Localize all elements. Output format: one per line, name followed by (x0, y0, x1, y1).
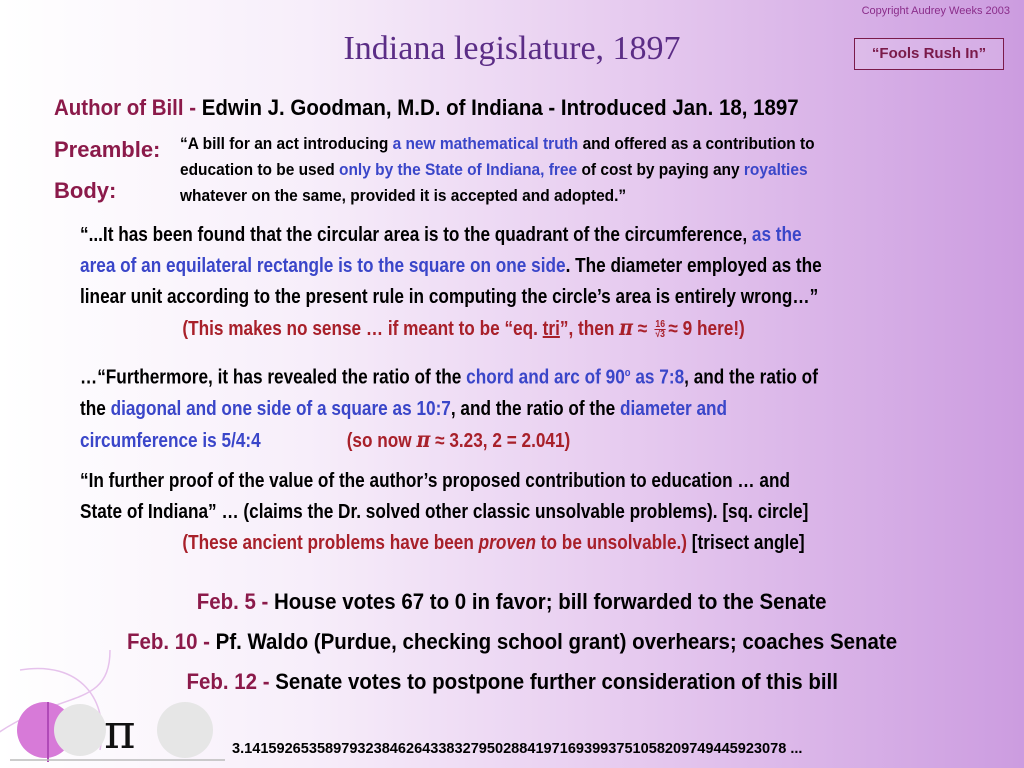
text: State of Indiana” … (claims the Dr. solved other classic unsolvable problems). [sq. circle] (80, 501, 809, 523)
highlight: a new mathematical truth (392, 134, 579, 153)
text: “...It has been found that the circular area is to the quadrant of the circumference, (80, 224, 752, 246)
text: . The diameter employed as the (565, 255, 822, 277)
text: whatever on the same, provided it is accepted and adopted.” (180, 186, 627, 205)
pi-symbol: π (416, 426, 431, 453)
highlight: royalties (743, 160, 808, 179)
annotation-note (261, 426, 571, 453)
fools-rush-in-button[interactable]: “Fools Rush In” (854, 38, 1004, 70)
timeline-text: Pf. Waldo (Purdue, checking school grant) overhears; coaches Senate (215, 629, 898, 654)
body-paragraph-1 (80, 220, 822, 345)
text: “A bill for an act introducing (180, 134, 393, 153)
logo-circle (157, 702, 213, 758)
highlight: area of an equilateral rectangle is to the square on one side (80, 255, 566, 277)
annotation-note (80, 313, 822, 345)
pi-digits: 3.14159265358979323846264338327950288419716939937510582097494459230​78 ... (232, 740, 803, 757)
highlight: as 7:8 (630, 366, 685, 389)
preamble-text (180, 131, 815, 209)
pi-symbol: π (619, 315, 633, 341)
timeline-item (0, 589, 1024, 615)
logo-circle (54, 704, 106, 756)
text: , and the ratio of the (450, 397, 621, 420)
text: ≈ 3.23, 2 = 2.041) (430, 429, 571, 452)
text: ≈ 9 here!) (668, 318, 745, 340)
timeline-text: Senate votes to postpone further consideration of this bill (274, 669, 838, 694)
highlight: as the (751, 224, 802, 246)
fraction (655, 320, 666, 339)
copyright-notice: Copyright Audrey Weeks 2003 (861, 5, 1010, 17)
text: (This makes no sense … if meant to be “eq. (182, 318, 543, 340)
timeline-text: House votes 67 to 0 in favor; bill forwarded to the Senate (274, 589, 827, 614)
body-label: Body: (54, 178, 117, 203)
highlight: only by the State of Indiana, free (339, 160, 578, 179)
pi-icon: π (104, 704, 136, 760)
text: education to be used (180, 160, 340, 179)
body-paragraph-2 (80, 358, 818, 457)
text: linear unit according to the present rule in computing the circle’s area is entirely wrong…” (80, 286, 819, 308)
annotation-note: proven (478, 532, 537, 554)
text: tri (542, 318, 560, 340)
highlight: circumference is 5/4:4 (80, 429, 261, 452)
author-line (54, 95, 799, 121)
author-label: Author of Bill - (54, 95, 202, 120)
text: ≈ (632, 318, 652, 340)
text: ”, then (559, 318, 620, 340)
annotation-note: to be unsolvable.) (536, 532, 688, 554)
text: of cost by paying any (577, 160, 744, 179)
text: , and the ratio of (684, 366, 818, 389)
annotation-note: (These ancient problems have been (182, 532, 479, 554)
text: the (80, 397, 111, 420)
body-paragraph-3 (80, 466, 808, 559)
pi-logo (0, 640, 240, 768)
timeline-date: Feb. 10 - (126, 629, 216, 654)
highlight: diameter and (620, 397, 728, 420)
slide-title: Indiana legislature, 1897 (343, 30, 681, 67)
fraction-denominator: √3 (655, 329, 665, 341)
text: …“Furthermore, it has revealed the ratio of the (80, 366, 467, 389)
text: [trisect angle] (687, 532, 805, 554)
text: and offered as a contribution to (578, 134, 815, 153)
author-text: Edwin J. Goodman, M.D. of Indiana - Introduced Jan. 18, 1897 (201, 95, 799, 120)
degree-mark: o (624, 367, 631, 379)
preamble-label: Preamble: (54, 137, 161, 162)
highlight: chord and arc of 90 (466, 366, 625, 389)
text: (so now (346, 429, 417, 452)
highlight: diagonal and one side of a square as 10:7 (110, 397, 451, 420)
fraction-numerator: 16 (655, 319, 665, 331)
timeline-date: Feb. 5 - (197, 589, 275, 614)
text: “In further proof of the value of the author’s proposed contribution to education … and (80, 470, 790, 492)
timeline-date: Feb. 12 - (186, 669, 275, 694)
